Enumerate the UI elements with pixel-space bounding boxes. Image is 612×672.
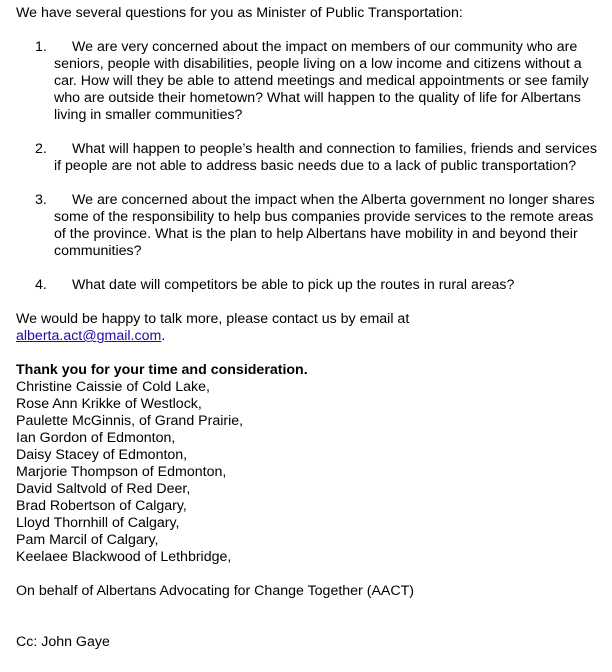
signatory: Paulette McGinnis, of Grand Prairie,: [16, 413, 244, 429]
signatory: Keelaee Blackwood of Lethbridge,: [16, 549, 232, 565]
question-number: 2.: [35, 141, 47, 157]
question-item: [16, 277, 606, 294]
signatory: David Saltvold of Red Deer,: [16, 481, 191, 497]
signatories-list: [16, 379, 606, 566]
questions-list: [16, 39, 606, 294]
question-text: We are concerned about the impact when the Alberta government no longer shares some of the responsibility to help bus companies provide services to the remote areas of the province. What is the plan to help Albertans have mobility in and beyond their communities?: [54, 192, 595, 259]
contact-period: .: [161, 328, 166, 344]
cc-line: Cc: John Gaye: [16, 634, 110, 650]
question-number: 3.: [35, 192, 47, 208]
question-text: What date will competitors be able to pick up the routes in rural areas?: [72, 277, 515, 293]
signatory: Lloyd Thornhill of Calgary,: [16, 515, 180, 531]
question-text: What will happen to people’s health and connection to families, friends and services if people are not able to address basic needs due to a lack of public transportation?: [54, 141, 597, 174]
signatory: Ian Gordon of Edmonton,: [16, 430, 176, 446]
signatory: Rose Ann Krikke of Westlock,: [16, 396, 202, 412]
on-behalf-line: On behalf of Albertans Advocating for Change Together (AACT): [16, 583, 415, 599]
signatory: Pam Marcil of Calgary,: [16, 532, 159, 548]
contact-text: We would be happy to talk more, please contact us by email at: [16, 311, 410, 327]
question-text: We are very concerned about the impact on members of our community who are seniors, people with disabilities, people living on a low income and citizens without a car. How will they be able to attend meetings and medical appointments or see family who are outside their hometown? What will happen to the quality of life for Albertans living in smaller communities?: [54, 39, 589, 123]
question-number: 4.: [35, 277, 47, 293]
letter-body: [16, 5, 606, 651]
signatory: Christine Caissie of Cold Lake,: [16, 379, 210, 395]
contact-paragraph: [16, 311, 606, 345]
question-item: [16, 39, 606, 124]
email-link[interactable]: alberta.act@gmail.com: [16, 328, 162, 344]
intro-paragraph: We have several questions for you as Minister of Public Transportation:: [16, 5, 463, 21]
signatory: Marjorie Thompson of Edmonton,: [16, 464, 227, 480]
signatory: Daisy Stacey of Edmonton,: [16, 447, 188, 463]
signatory: Brad Robertson of Calgary,: [16, 498, 187, 514]
thanks-heading: Thank you for your time and consideration.: [16, 362, 308, 378]
question-item: [16, 192, 606, 260]
question-item: [16, 141, 606, 175]
question-number: 1.: [35, 39, 47, 55]
